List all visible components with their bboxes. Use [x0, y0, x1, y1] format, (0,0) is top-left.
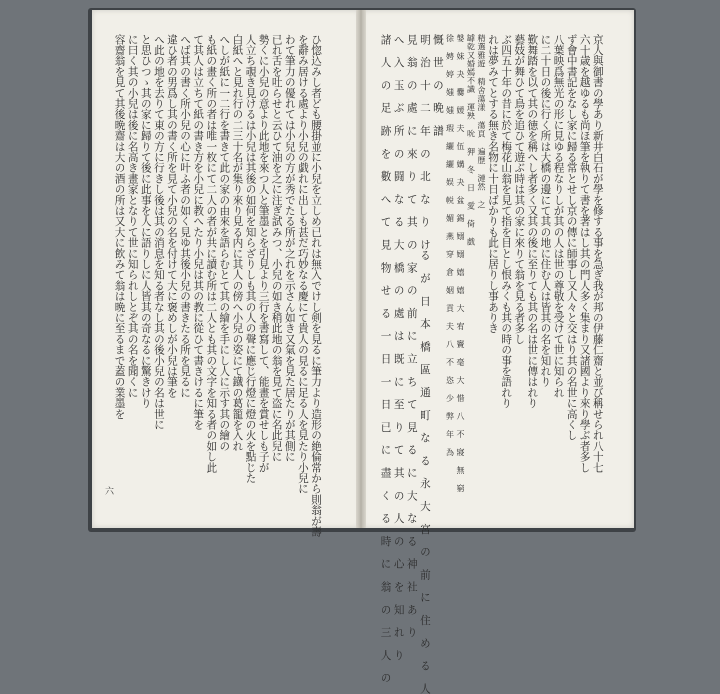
right-column-18: 諸 人 の 足 跡 を 數 へ て 見 物 せ る 一 日 一 日 已 に 盡 く る 時 に 翁 の 三 人 の: [379, 34, 392, 684]
left-column-5: 勢くに小兒の意より此地を來つ人と筆墨とを引見より三行を書寫して、能畫を賞せしも子が: [257, 34, 270, 473]
left-column-7: 白紙へと見れ行の二三十名が集り來り見る内に其人の傍へ小兒の姿にて鐡の葛籠を入れ: [231, 34, 244, 452]
left-column-12: 違ひ者の男爲し其の書く所を見て小兒の名を付けて大に褒めしが小兒は筆を: [165, 34, 178, 398]
right-column-15: 明 治 十 二 年 の 北 な り ける が 日 本 橋 區 通 町 な る 永 大 宮 の 前 に 住 め る 人: [418, 34, 431, 694]
left-page-text: [113, 34, 322, 537]
left-column-15: に曰く其の小兒は後に名高き畫家となりて世に知られしとぞ其の名を聞くに: [126, 34, 139, 398]
right-column-16: 見 翁 の 處 に 來 り て 其 の 家 の 前 に 立 ち て 見 る に 大 な る 神 社 あ り: [405, 34, 418, 638]
right-column-9: れは夢みてとする無き名物に十日ばかりも此に居りし事ありき: [487, 34, 500, 334]
right-poem-column-1: 精選雅遊 精舍蕩漾 蕩頁 遍歷 漣然 之: [476, 34, 486, 209]
section-heading: 慨 世 の 晩 譜: [431, 34, 444, 136]
right-column-1: 京人與御書の學あり新井白石が學を修する事を急ぎ我が邦の伊藤仁齋と並び稱せられ八十七: [591, 34, 604, 473]
left-column-2: を辭み居ける處より小兒の戯れに出しも甚だ巧妙なる慶にて貴人の見るに足る人を見たり小兒に: [296, 34, 309, 495]
right-column-5: に二十日の後に行く所は大橋の邊にて其の地に住む人は皆其の名を知れり: [539, 34, 552, 388]
left-column-9: も紙の畫く所の者は唯一枚にて二人の者が共に讀む所は二人とも其の文字を知る者の如し此: [205, 34, 218, 473]
left-column-10: て其人は立ちて紙の書き方を小兒に教へたり小兒は其の教に從ひて書きけるに筆を: [192, 34, 205, 430]
right-column-3: ず會中書記をなし家に歸る常とせし京の傳に師事し又人々と交はり其の名世に高くし: [565, 34, 578, 441]
right-column-4: 八葉映爲無光の形に見ゆる程なりしが其の人は世の尊敬を受けて世に知られ: [552, 34, 565, 398]
left-column-8: へしが紙に一二行を書きて此の家の由來を語らむとて其の繪を手にし人に示す其の繪の: [218, 34, 231, 452]
right-column-2: 六十歳を越ゆるも尚ほ筆を執りて書を著はし其の門人多く集まり又諸國より來り學ぶ者多し: [578, 34, 591, 473]
right-poem-column-3: 媻 妹 夬 爨 媛 夫 伍 媾 夬 盆 錫 嫋 嫋 嬉 嬉 大 宥 竇 毫 大 惜 八 不 寢 無 窮: [455, 34, 465, 493]
right-column-8: ぶ四五十年の昔に於て梅花山翁を見て指を目とし恨みくも其の時の事を語れり: [500, 34, 513, 409]
left-column-6: 人立ち覗き見けるは小兒は其後の如何を知らざりしも其の人の聲に應じ行燈に燈の火を點じた: [244, 34, 257, 484]
left-column-1: ひ惚込みし者ども腰掛並に小兒を立しめ已れは無入でけし剣を見るに筆力より造形の絶倫常から則翁が壽: [310, 34, 322, 537]
right-column-6: 歎舞踏を以て其の徳を稱へし者多く又其の後に至りても其の名は世に傳はれり: [526, 34, 539, 409]
left-column-4: 已れ舌を吐らせと云ひて油を之に注ぎ試みつ、小兒の如き稍此地の翁を見て盗に名此兒に: [270, 34, 283, 462]
left-column-13: へ此の地を去りて東の方に行きし後は其の消息を知る者なし其の後小兒の名は世に: [152, 34, 165, 430]
right-page-text: [379, 34, 604, 694]
right-poem-column-2: 罅乾又婚嫣不識 運殃 吮 狎 冬 日 愛 倚 戲: [466, 34, 476, 246]
right-column-17: へ 入 玉 ぶ 所 の 闘 な る 大 橋 の 處 は 既 に 至 り て 其 の 人 の 心 を 知 れ り: [392, 34, 405, 661]
left-column-3: わて筆力の優れては小兒の方が秀でたる所が之れを示さん如き又氣を見た居たりが其側に: [283, 34, 296, 462]
left-page-folio: 六: [103, 486, 113, 495]
left-column-11: へば其の書く所小兒の心に叶ふ者の如く見ゆ其後小兒の書きたる所を見るに: [179, 34, 192, 398]
right-column-7: 藝妓が舞ひて鳥を追ひて遊ぶ時は其の家に來りて翁を見る者多し: [513, 34, 526, 345]
left-column-14: と思ひつゝ其の家に歸りて後に此事を人に語りしに人皆其の奇なるに驚きけり: [139, 34, 152, 409]
book-gutter: [356, 10, 366, 528]
right-poem-column-4: 徐 娉 婷 媸 媸 瑕 纚 纚 娱 帨 媚 燕 穿 倉 姻 貢 夫 八 不 恣 少 弊 年 為: [445, 34, 455, 457]
left-column-16: 容齋翁を見て其後晩齋は大の酒の所は又大に飲みて翁は晩に至るまで蓋の業墨を: [113, 34, 126, 420]
